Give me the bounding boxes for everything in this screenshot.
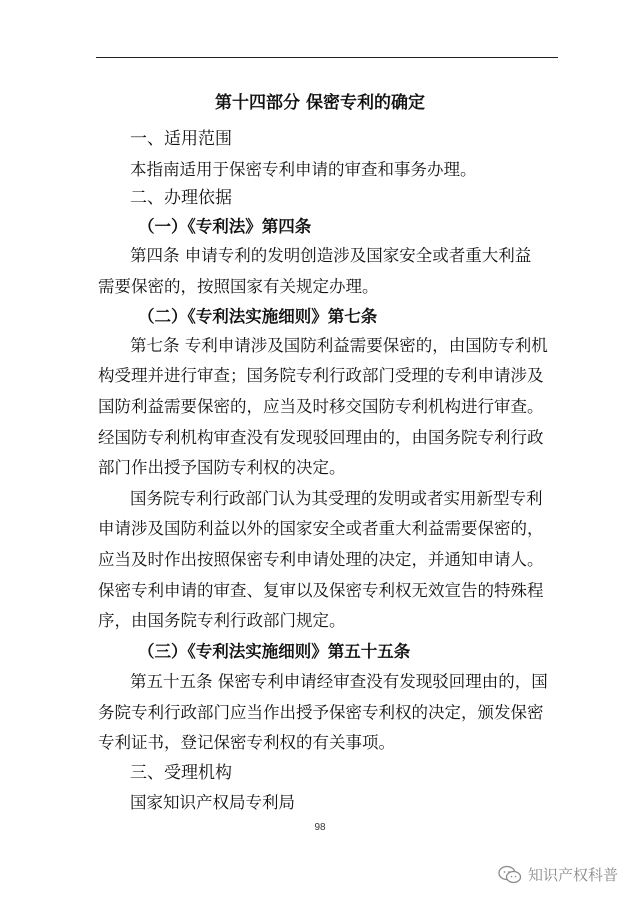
paragraph-line: 构受理并进行审查；国务院专利行政部门受理的专利申请涉及	[98, 366, 544, 385]
watermark-text: 知识产权科普	[527, 866, 618, 884]
sub-heading-3: （三）《专利法实施细则》第五十五条	[138, 642, 411, 661]
sub-heading-2: （二）《专利法实施细则》第七条	[138, 307, 378, 326]
section-heading-1: 一、适用范围	[130, 129, 232, 149]
paragraph-line: 序，由国务院专利行政部门规定。	[98, 611, 346, 630]
paragraph-line: 保密专利申请的审查、复审以及保密专利权无效宣告的特殊程	[98, 581, 544, 600]
paragraph-line: 需要保密的，按照国家有关规定办理。	[98, 277, 379, 296]
section-text-1: 本指南适用于保密专利申请的审查和事务办理。	[130, 160, 477, 179]
section-text-3: 国家知识产权局专利局	[130, 793, 295, 812]
watermark	[498, 864, 618, 885]
paragraph-line: 部门作出授予国防专利权的决定。	[98, 458, 346, 477]
paragraph-line: 第五十五条 保密专利申请经审查没有发现驳回理由的，国	[130, 672, 548, 691]
paragraph-line: 专利证书，登记保密专利权的有关事项。	[98, 733, 395, 752]
paragraph-line: 申请涉及国防利益以外的国家安全或者重大利益需要保密的，	[98, 519, 544, 538]
page-number: 98	[314, 822, 326, 833]
paragraph-line: 应当及时作出按照保密专利申请处理的决定，并通知申请人。	[98, 550, 544, 569]
paragraph-line: 国防利益需要保密的，应当及时移交国防专利机构进行审查。	[98, 397, 544, 416]
header-rule	[96, 57, 558, 58]
paragraph-line: 第七条 专利申请涉及国防利益需要保密的，由国防专利机	[130, 336, 548, 355]
section-heading-2: 二、办理依据	[130, 188, 232, 208]
paragraph-line: 务院专利行政部门应当作出授予保密专利权的决定，颁发保密	[98, 703, 544, 722]
section-heading-3: 三、受理机构	[130, 763, 232, 783]
paragraph-line: 国务院专利行政部门认为其受理的发明或者实用新型专利	[130, 489, 543, 508]
wechat-icon	[498, 865, 522, 885]
sub-heading-1: （一）《专利法》第四条	[138, 217, 312, 236]
page-title: 第十四部分 保密专利的确定	[215, 93, 425, 113]
paragraph-line: 第四条 申请专利的发明创造涉及国家安全或者重大利益	[130, 246, 532, 265]
paragraph-line: 经国防专利机构审查没有发现驳回理由的，由国务院专利行政	[98, 428, 544, 447]
